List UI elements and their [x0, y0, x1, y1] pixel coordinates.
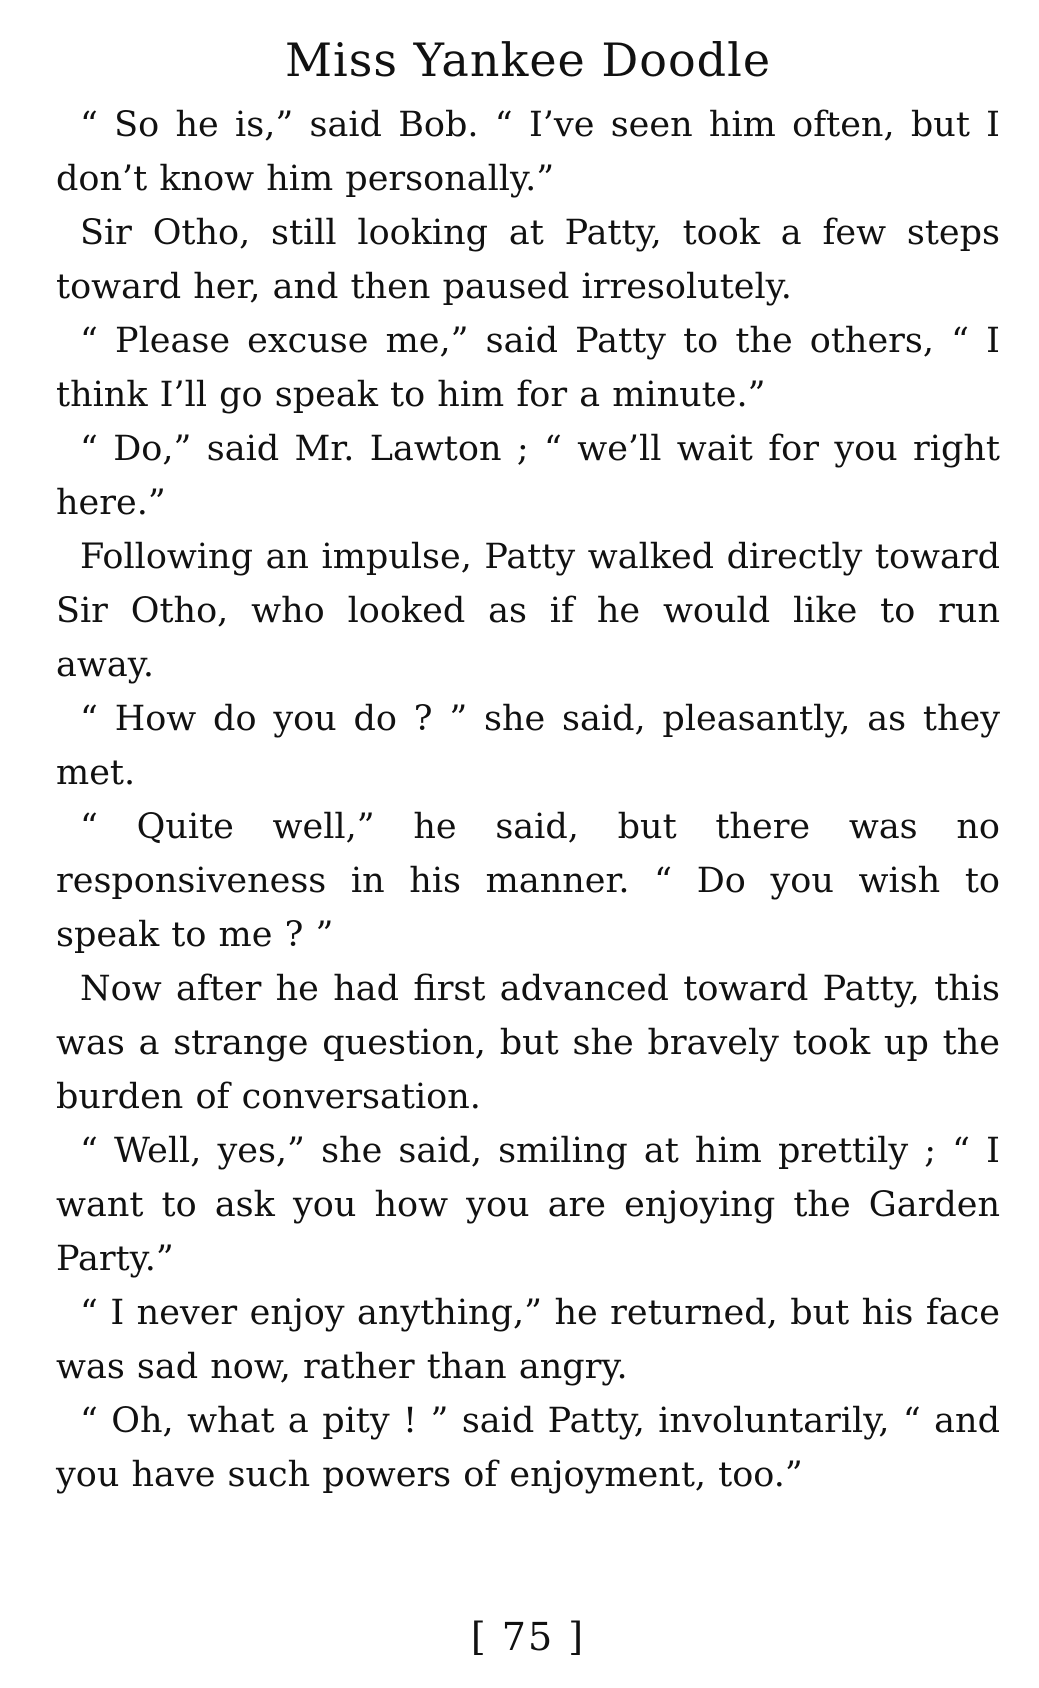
paragraph-9: “ Well, yes,” she said, smiling at him prettily ; “ I want to ask you how you are enjoying the Garden Party.”: [56, 1131, 1000, 1279]
book-page: [56, 30, 1000, 1670]
paragraph-3: “ Please excuse me,” said Patty to the others, “ I think I’ll go speak to him for a minute.”: [56, 321, 1000, 415]
paragraph-2: Sir Otho, still looking at Patty, took a few steps toward her, and then paused irresolutely.: [56, 213, 1000, 307]
paragraph-6: “ How do you do ? ” she said, pleasantly, as they met.: [56, 699, 1000, 793]
paragraph-8: Now after he had first advanced toward Patty, this was a strange question, but she bravely took up the burden of conversation.: [56, 969, 1000, 1117]
paragraph-1: “ So he is,” said Bob. “ I’ve seen him often, but I don’t know him personally.”: [56, 105, 1000, 199]
page-number: [ 75 ]: [470, 1615, 586, 1659]
running-head: Miss Yankee Doodle: [284, 33, 772, 87]
paragraph-4: “ Do,” said Mr. Lawton ; “ we’ll wait for you right here.”: [56, 429, 1000, 523]
paragraph-5: Following an impulse, Patty walked directly toward Sir Otho, who looked as if he would like to run away.: [56, 537, 1000, 685]
paragraph-10: “ I never enjoy anything,” he returned, but his face was sad now, rather than angry.: [56, 1293, 1000, 1387]
paragraph-11: “ Oh, what a pity ! ” said Patty, involuntarily, “ and you have such powers of enjoyment, too.”: [56, 1401, 1000, 1495]
body-text: [56, 98, 1000, 1502]
paragraph-7: “ Quite well,” he said, but there was no responsiveness in his manner. “ Do you wish to speak to me ? ”: [56, 807, 1000, 955]
